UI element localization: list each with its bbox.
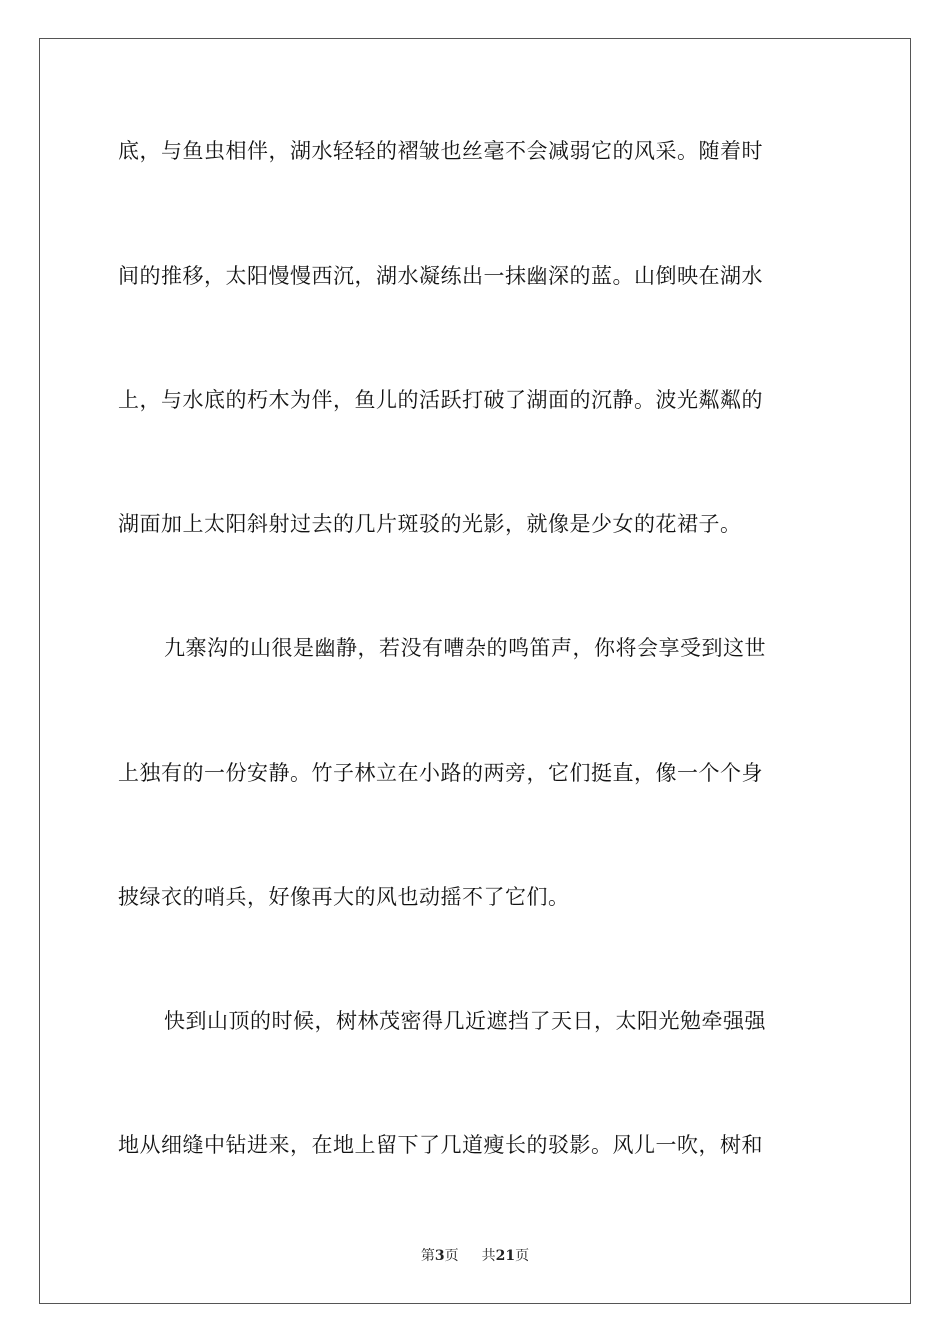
paragraph-line: 地从细缝中钻进来，在地上留下了几道瘦长的驳影。风儿一吹，树和 — [118, 1133, 763, 1157]
page-footer — [0, 1246, 950, 1266]
total-page-count: 21 — [495, 1248, 516, 1264]
total-suffix: 页 — [515, 1248, 530, 1264]
paragraph-line: 九寨沟的山很是幽静，若没有嘈杂的鸣笛声，你将会享受到这世 — [164, 636, 766, 660]
paragraph-line: 上，与水底的朽木为伴，鱼儿的活跃打破了湖面的沉静。波光粼粼的 — [118, 388, 763, 412]
total-prefix: 共 — [481, 1248, 496, 1264]
current-page: 3 — [434, 1248, 445, 1264]
paragraph-line: 快到山顶的时候，树林茂密得几近遮挡了天日，太阳光勉牵强强 — [164, 1009, 766, 1033]
page-suffix: 页 — [444, 1248, 459, 1264]
page-prefix: 第 — [420, 1248, 435, 1264]
paragraph-line: 湖面加上太阳斜射过去的几片斑驳的光影，就像是少女的花裙子。 — [118, 512, 742, 536]
total-pages — [482, 1246, 529, 1266]
paragraph-line: 底，与鱼虫相伴，湖水轻轻的褶皱也丝毫不会减弱它的风采。随着时 — [118, 139, 763, 163]
page-border — [39, 38, 911, 1304]
paragraph-line: 上独有的一份安静。竹子林立在小路的两旁，它们挺直，像一个个身 — [118, 761, 763, 785]
paragraph-line: 披绿衣的哨兵，好像再大的风也动摇不了它们。 — [118, 885, 570, 909]
page-number — [421, 1246, 459, 1266]
paragraph-line: 间的推移，太阳慢慢西沉，湖水凝练出一抹幽深的蓝。山倒映在湖水 — [118, 264, 763, 288]
